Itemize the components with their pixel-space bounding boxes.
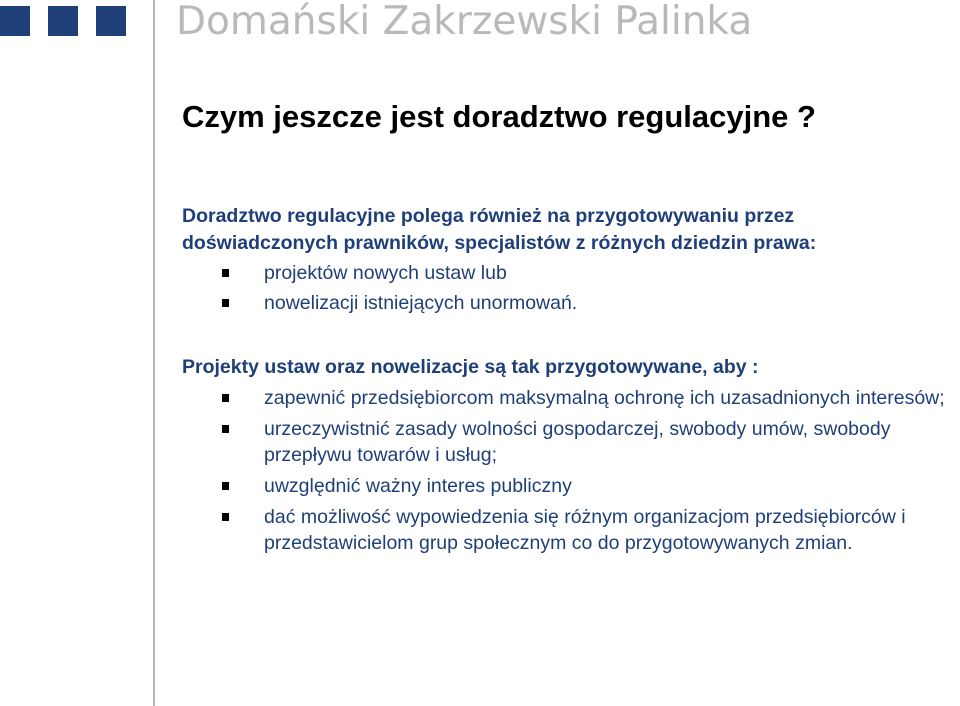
square-bullet-icon [222, 513, 229, 521]
firm-name: Domański Zakrzewski Palinka [176, 0, 753, 44]
list-item-text: zapewnić przedsiębiorcom maksymalną ochronę ich uzasadnionych interesów; [264, 387, 945, 409]
list-item-text: dać możliwość wypowiedzenia się różnym organizacjom przedsiębiorców i przedstawicielom grup społecznym co do przygotowywanych zmian. [264, 506, 906, 554]
list-item [182, 290, 942, 316]
list-item-text: uwzględnić ważny interes publiczny [264, 475, 572, 497]
slide-title: Czym jeszcze jest doradztwo regulacyjne ? [182, 99, 816, 134]
section2-bullet-list [182, 385, 960, 561]
brand-square-2 [48, 6, 78, 36]
list-item [182, 385, 960, 411]
square-bullet-icon [222, 269, 229, 277]
vertical-divider [153, 0, 155, 706]
section1-lead [182, 203, 816, 257]
square-bullet-icon [222, 299, 229, 307]
square-bullet-icon [222, 394, 229, 402]
square-bullet-icon [222, 425, 229, 433]
square-bullet-icon [222, 482, 229, 490]
list-item [182, 260, 942, 286]
section1-lead-line2: doświadczonych prawników, specjalistów z różnych dziedzin prawa: [182, 232, 817, 254]
brand-square-1 [0, 6, 30, 36]
list-item [182, 504, 960, 556]
list-item-text: nowelizacji istniejących unormowań. [264, 292, 578, 314]
list-item-text: projektów nowych ustaw lub [264, 262, 507, 284]
list-item [182, 416, 960, 468]
list-item-text: urzeczywistnić zasady wolności gospodarczej, swobody umów, swobody przepływu towarów i usług; [264, 418, 891, 466]
brand-square-3 [96, 6, 126, 36]
section1-bullet-list [182, 260, 942, 320]
list-item [182, 473, 960, 499]
section1-lead-line1: Doradztwo regulacyjne polega również na przygotowywaniu przez [182, 205, 795, 227]
section2-lead: Projekty ustaw oraz nowelizacje są tak przygotowywane, aby : [182, 356, 759, 378]
